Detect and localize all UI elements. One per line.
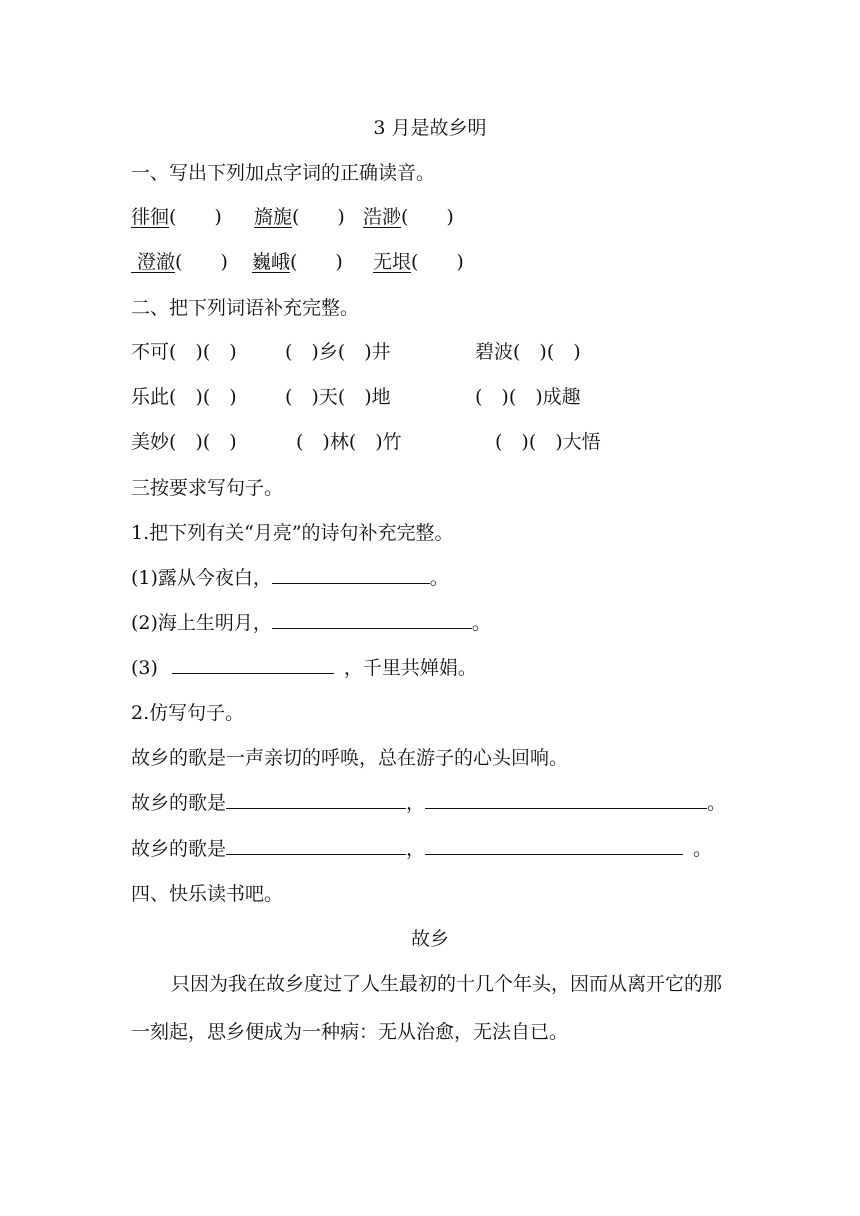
poem-text: (2)海上生明月， xyxy=(131,612,272,634)
page-title: 3 月是故乡明 xyxy=(373,117,487,139)
poem-text: (3) xyxy=(131,657,158,679)
idiom-item: ( )乡( )井 xyxy=(285,341,391,363)
answer-paren: ( ) xyxy=(290,251,343,273)
idiom-item: ( )( )大悟 xyxy=(495,431,601,453)
sentence-prefix: 故乡的歌是 xyxy=(131,792,227,814)
poem-text: 。 xyxy=(471,612,491,634)
answer-blank[interactable] xyxy=(272,610,472,629)
idiom-item: ( )( )成趣 xyxy=(475,386,581,408)
answer-paren: ( ) xyxy=(175,251,228,273)
pinyin-item xyxy=(373,249,464,275)
idiom-item: ( )天( )地 xyxy=(285,386,391,408)
idiom-item: ( )林( )竹 xyxy=(296,431,402,453)
sentence-prefix: 故乡的歌是 xyxy=(131,838,227,860)
pinyin-item xyxy=(131,249,228,275)
section-2-heading: 二、把下列词语补充完整。 xyxy=(131,297,360,319)
pinyin-item xyxy=(363,204,454,230)
idiom-item: 不可( )( ) xyxy=(131,341,237,363)
pinyin-item xyxy=(252,249,343,275)
target-word: 旖旎 xyxy=(254,206,293,228)
idiom-item: 乐此( )( ) xyxy=(131,386,237,408)
question-2: 2.仿写句子。 xyxy=(131,702,245,724)
comma: ， xyxy=(406,792,426,814)
answer-blank[interactable] xyxy=(172,655,334,674)
example-sentence: 故乡的歌是一声亲切的呼唤，总在游子的心头回响。 xyxy=(131,747,569,769)
answer-paren: ( ) xyxy=(169,206,222,228)
target-word: 浩渺 xyxy=(363,206,402,228)
imitation-line-2 xyxy=(131,836,712,862)
article-title: 故乡 xyxy=(410,928,449,950)
answer-blank[interactable] xyxy=(226,790,406,809)
section-4-heading: 四、快乐读书吧。 xyxy=(131,883,284,905)
poem-text: (1)露从今夜白， xyxy=(131,567,272,589)
answer-blank[interactable] xyxy=(425,836,683,855)
target-word: 澄澈 xyxy=(131,251,176,273)
answer-blank[interactable] xyxy=(226,836,406,855)
idiom-item: 碧波( )( ) xyxy=(475,341,581,363)
target-word: 徘徊 xyxy=(131,206,170,228)
answer-paren: ( ) xyxy=(401,206,454,228)
answer-blank[interactable] xyxy=(425,790,707,809)
pinyin-item xyxy=(131,204,222,230)
poem-line-3 xyxy=(131,655,477,681)
period: 。 xyxy=(693,838,713,860)
period: 。 xyxy=(707,792,727,814)
question-1: 1.把下列有关“月亮”的诗句补充完整。 xyxy=(131,522,454,544)
idiom-item: 美妙( )( ) xyxy=(131,431,237,453)
section-3-heading: 三按要求写句子。 xyxy=(131,477,284,499)
imitation-line-1 xyxy=(131,790,726,816)
pinyin-item xyxy=(254,204,345,230)
answer-paren: ( ) xyxy=(411,251,464,273)
comma: ， xyxy=(406,838,426,860)
section-1-heading: 一、写出下列加点字词的正确读音。 xyxy=(131,162,436,184)
article-paragraph: 只因为我在故乡度过了人生最初的十几个年头，因而从离开它的那一刻起，思乡便成为一种病：无从治愈，无法自已。 xyxy=(131,973,723,1043)
poem-text: ，千里共婵娟。 xyxy=(343,657,477,679)
answer-blank[interactable] xyxy=(272,565,430,584)
answer-paren: ( ) xyxy=(292,206,345,228)
poem-text: 。 xyxy=(429,567,449,589)
target-word: 无垠 xyxy=(373,251,412,273)
target-word: 巍峨 xyxy=(252,251,291,273)
poem-line-1 xyxy=(131,565,449,591)
poem-line-2 xyxy=(131,610,491,636)
